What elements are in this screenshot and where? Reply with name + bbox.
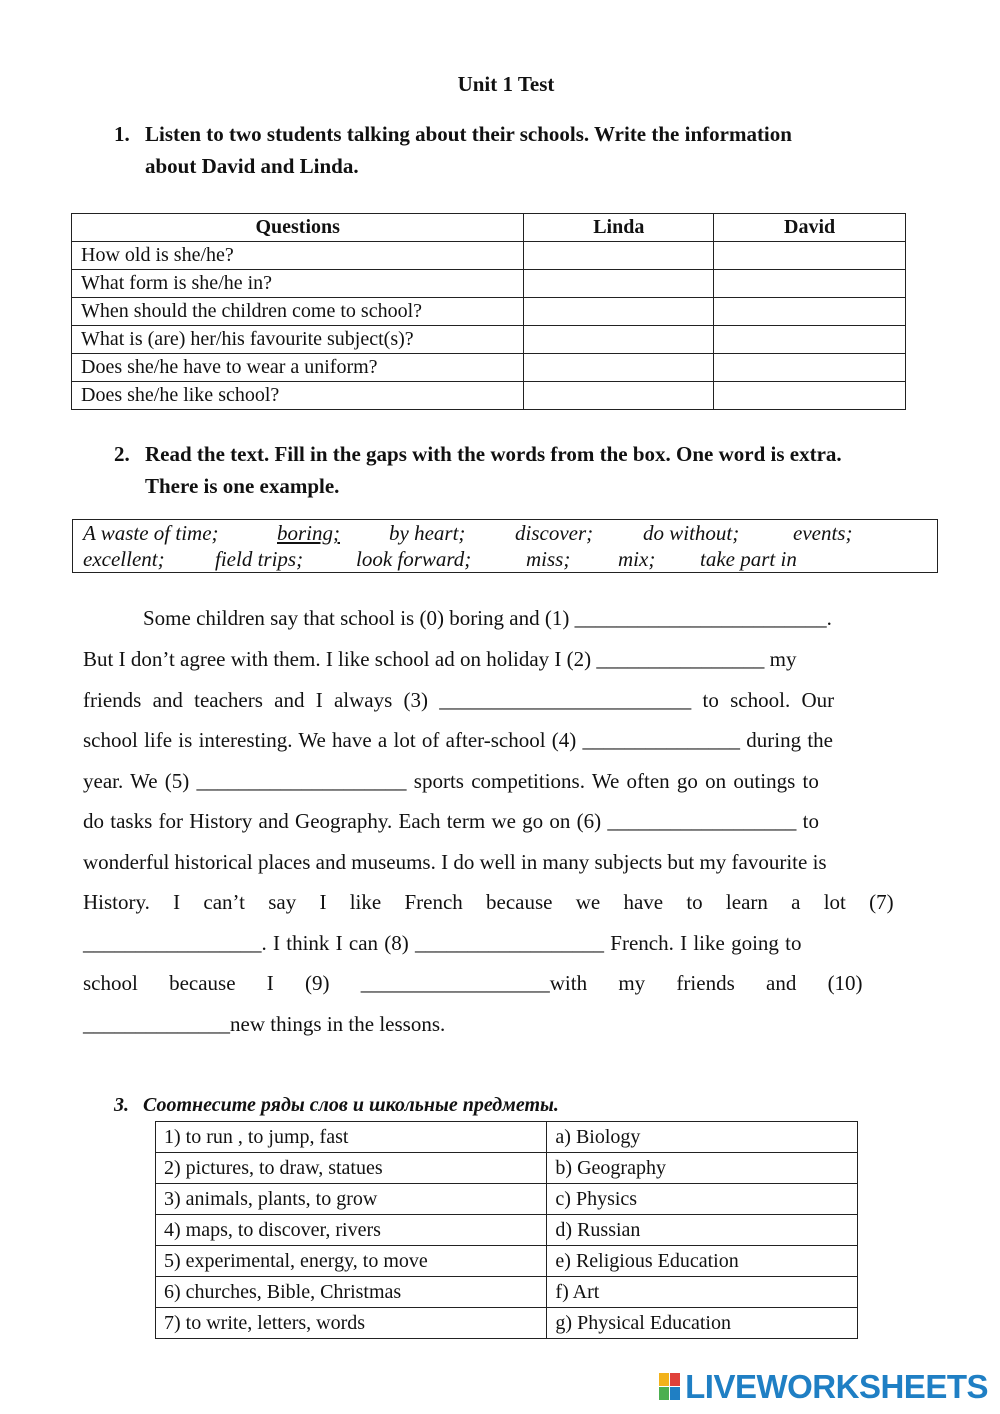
text-line: school because I (9) __________________with my friends and (10) — [83, 971, 863, 995]
word-group-cell: 4) maps, to discover, rivers — [156, 1215, 547, 1246]
linda-answer-cell[interactable] — [524, 354, 714, 382]
question-cell: Does she/he have to wear a uniform? — [72, 354, 524, 382]
subject-cell: a) Biology — [547, 1122, 858, 1153]
word-box-item: discover; — [515, 521, 594, 545]
task1-instruction-line2: about David and Linda. — [145, 154, 359, 178]
subject-cell: d) Russian — [547, 1215, 858, 1246]
header-questions: Questions — [72, 214, 524, 242]
question-cell: What is (are) her/his favourite subject(s)? — [72, 326, 524, 354]
table-row — [156, 1308, 858, 1339]
task1-number: 1. — [114, 122, 130, 146]
word-box-item: by heart; — [389, 521, 466, 545]
word-box-item: look forward; — [356, 547, 472, 571]
word-box-item-example: boring; — [277, 521, 340, 545]
table-row — [72, 298, 906, 326]
table-row — [72, 270, 906, 298]
table-row — [156, 1122, 858, 1153]
word-box-item: miss; — [526, 547, 571, 571]
page-title: Unit 1 Test — [457, 72, 555, 96]
word-box-item: do without; — [643, 521, 740, 545]
word-box-item: mix; — [618, 547, 656, 571]
text-line: wonderful historical places and museums. I do well in many subjects but my favourite is — [83, 850, 827, 874]
word-group-cell: 7) to write, letters, words — [156, 1308, 547, 1339]
text-line: History. I can’t say I like French because we have to learn a lot (7) — [83, 890, 894, 914]
header-linda: Linda — [524, 214, 714, 242]
task3-number: 3. — [114, 1094, 129, 1116]
task2-heading — [114, 438, 944, 502]
david-answer-cell[interactable] — [714, 326, 906, 354]
table-row — [156, 1153, 858, 1184]
linda-answer-cell[interactable] — [524, 382, 714, 410]
word-box-item: field trips; — [215, 547, 304, 571]
table-row — [72, 326, 906, 354]
task2-instruction-line1: Read the text. Fill in the gaps with the words from the box. One word is extra. — [145, 442, 842, 466]
word-box-item: A waste of time; — [83, 521, 219, 545]
table-row — [72, 382, 906, 410]
task3-heading — [114, 1094, 559, 1117]
david-answer-cell[interactable] — [714, 298, 906, 326]
word-box-item: events; — [793, 521, 853, 545]
subject-cell: f) Art — [547, 1277, 858, 1308]
text-line: Some children say that school is (0) boring and (1) ________________________. — [143, 606, 832, 630]
question-cell: How old is she/he? — [72, 242, 524, 270]
table-row — [72, 242, 906, 270]
word-box-item: take part in — [700, 547, 797, 571]
table-row — [156, 1215, 858, 1246]
linda-answer-cell[interactable] — [524, 270, 714, 298]
task1-instruction-line1: Listen to two students talking about their schools. Write the information — [145, 122, 792, 146]
word-box-item: excellent; — [83, 547, 165, 571]
task2-instruction-line2: There is one example. — [145, 474, 340, 498]
text-line: friends and teachers and I always (3) ________________________ to school. Our — [83, 688, 835, 712]
david-answer-cell[interactable] — [714, 382, 906, 410]
liveworksheets-logo-text: LIVEWORKSHEETS — [685, 1368, 988, 1405]
word-group-cell: 1) to run , to jump, fast — [156, 1122, 547, 1153]
text-line: ______________new things in the lessons. — [83, 1012, 446, 1036]
linda-answer-cell[interactable] — [524, 298, 714, 326]
text-line: _________________. I think I can (8) __________________ French. I like going to — [83, 931, 802, 955]
david-answer-cell[interactable] — [714, 242, 906, 270]
linda-answer-cell[interactable] — [524, 242, 714, 270]
table-row — [72, 354, 906, 382]
word-group-cell: 5) experimental, energy, to move — [156, 1246, 547, 1277]
word-group-cell: 3) animals, plants, to grow — [156, 1184, 547, 1215]
subject-cell: c) Physics — [547, 1184, 858, 1215]
text-line: But I don’t agree with them. I like school ad on holiday I (2) ________________ my — [83, 647, 797, 671]
table-header-row — [72, 214, 906, 242]
word-box — [72, 519, 938, 573]
question-cell: Does she/he like school? — [72, 382, 524, 410]
liveworksheets-logo-icon — [659, 1373, 681, 1401]
linda-answer-cell[interactable] — [524, 326, 714, 354]
task2-number: 2. — [114, 442, 130, 466]
david-answer-cell[interactable] — [714, 270, 906, 298]
table-row — [156, 1277, 858, 1308]
task3-matching-table — [155, 1121, 858, 1339]
subject-cell: g) Physical Education — [547, 1308, 858, 1339]
text-line: do tasks for History and Geography. Each term we go on (6) __________________ to — [83, 809, 820, 833]
question-cell: When should the children come to school? — [72, 298, 524, 326]
word-group-cell: 6) churches, Bible, Christmas — [156, 1277, 547, 1308]
david-answer-cell[interactable] — [714, 354, 906, 382]
word-group-cell: 2) pictures, to draw, statues — [156, 1153, 547, 1184]
task3-instruction: Соотнесите ряды слов и школьные предметы. — [143, 1094, 559, 1116]
question-cell: What form is she/he in? — [72, 270, 524, 298]
task1-table — [71, 213, 906, 410]
task1-heading — [114, 118, 934, 182]
text-line: school life is interesting. We have a lot of after-school (4) _______________ during the — [83, 728, 833, 752]
header-david: David — [714, 214, 906, 242]
subject-cell: b) Geography — [547, 1153, 858, 1184]
text-line: year. We (5) ____________________ sports competitions. We often go on outings to — [83, 769, 819, 793]
table-row — [156, 1246, 858, 1277]
subject-cell: e) Religious Education — [547, 1246, 858, 1277]
liveworksheets-logo — [659, 1368, 988, 1406]
table-row — [156, 1184, 858, 1215]
